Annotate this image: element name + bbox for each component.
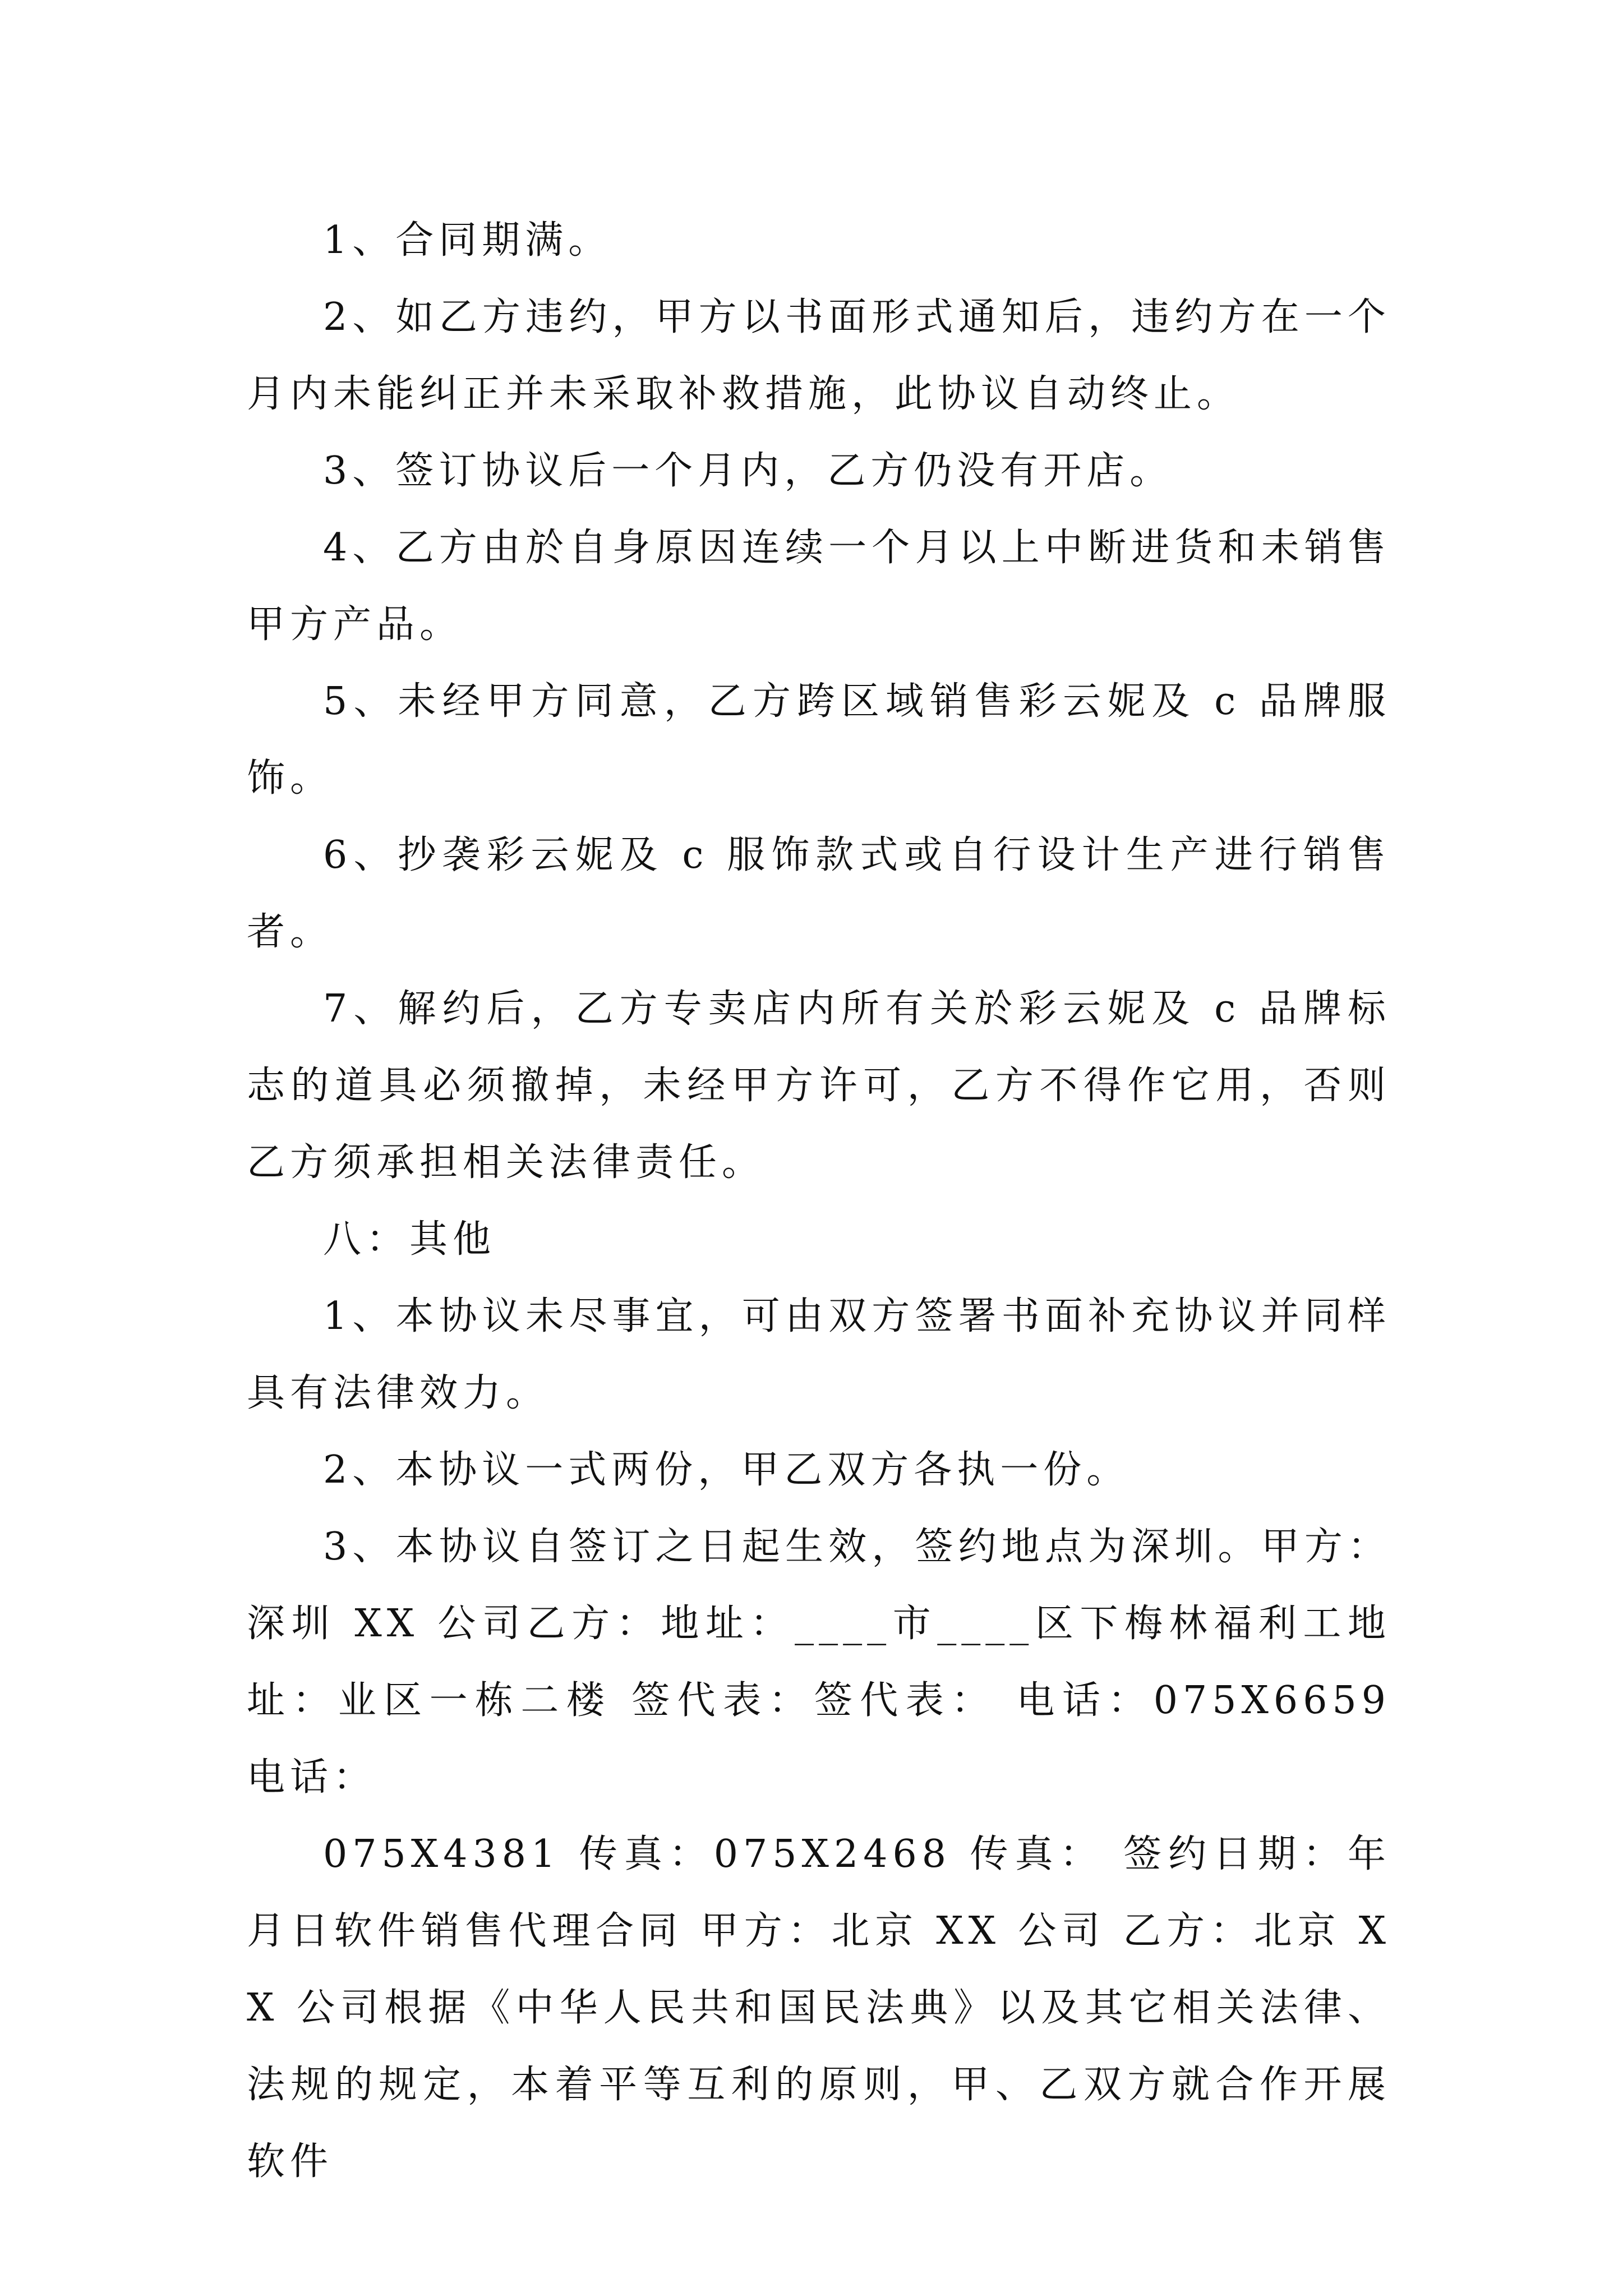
paragraph: 075X4381 传真：075X2468 传真： 签约日期：年月日软件销售代理合同 甲方：北京 XX 公司 乙方：北京 XX 公司根据《中华人民共和国民法典》以及其它相关法律、法规的规定，本着平等互利的原则，甲、乙双方就合作开展 软件 (247, 1832, 1391, 2184)
paragraph: 3、签订协议后一个月内，乙方仍没有开店。 (323, 449, 1173, 493)
paragraph: 2、本协议一式两份，甲乙双方各执一份。 (323, 1448, 1130, 1492)
paragraph: 4、乙方由於自身原因连续一个月以上中断进货和未销售甲方产品。 (247, 526, 1391, 647)
paragraph: 3、本协议自签订之日起生效，签约地点为深圳。甲方：深圳 XX 公司乙方：地址：____市____区下梅林福利工地址：业区一栋二楼 签代表：签代表： 电话：075X6659 电话： (247, 1525, 1391, 1800)
paragraph: 5、未经甲方同意，乙方跨区域销售彩云妮及 c 品牌服饰。 (247, 679, 1391, 800)
section-heading: 八：其他 (323, 1217, 496, 1262)
document-page (247, 202, 1391, 2200)
paragraph: 1、本协议未尽事宜，可由双方签署书面补充协议并同样具有法律效力。 (247, 1294, 1391, 1415)
paragraph: 6、抄袭彩云妮及 c 服饰款式或自行设计生产进行销售者。 (247, 833, 1391, 954)
paragraph: 1、合同期满。 (323, 218, 612, 263)
paragraph: 2、如乙方违约，甲方以书面形式通知后，违约方在一个月内未能纠正并未采取补救措施，此协议自动终止。 (247, 295, 1391, 416)
paragraph: 7、解约后，乙方专卖店内所有关於彩云妮及 c 品牌标志的道具必须撤掉，未经甲方许可，乙方不得作它用，否则乙方须承担相关法律责任。 (247, 987, 1391, 1185)
